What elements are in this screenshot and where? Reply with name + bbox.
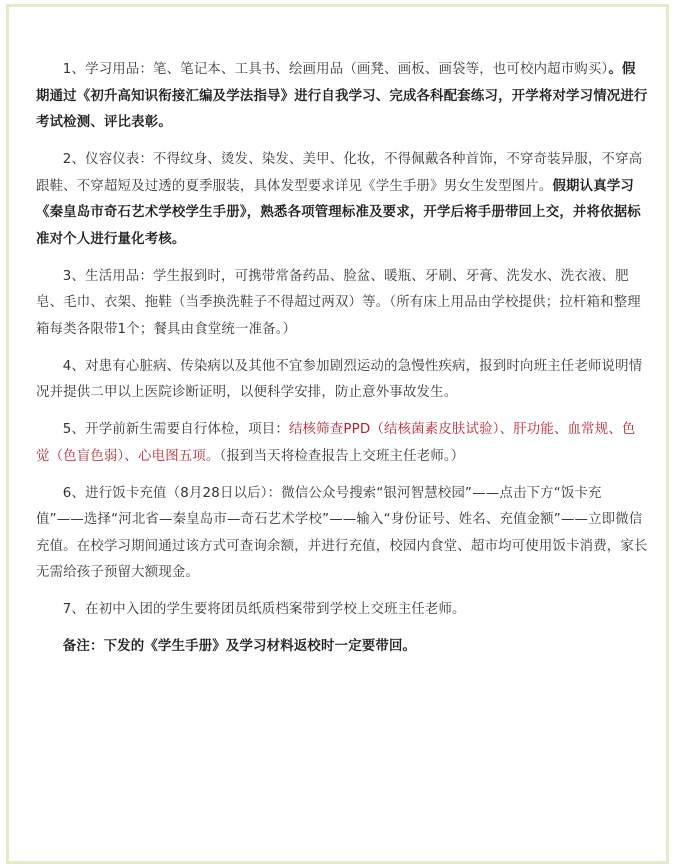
item-meal-card — [36, 481, 648, 587]
item-text: 6、进行饭卡充值（8月28日以后）：微信公众号搜索“银河智慧校园”——点击下方“饭卡充值”——选择“河北省—秦皇岛市—奇石艺术学校”——输入“身份证号、姓名、充值金额”——立即微信充值。在校学习期间通过该方式可查询余额，并进行充值，校园内食堂、超市均可使用饭卡消费，家长无需给孩子预留大额现金。 — [36, 485, 648, 580]
item-text: 3、生活用品：学生报到时，可携带常备药品、脸盆、暖瓶、牙刷、牙膏、洗发水、洗衣液、肥皂、毛巾、衣架、拖鞋（当季换洗鞋子不得超过两双）等。（所有床上用品由学校提供；拉杆箱和整理箱每类各限带1个；餐具由食堂统一准备。） — [36, 268, 641, 337]
item-league-files — [36, 597, 648, 624]
item-text: 4、对患有心脏病、传染病以及其他不宜参加剧烈运动的急慢性疾病，报到时向班主任老师说明情况并提供二甲以上医院诊断证明，以便科学安排，防止意外事故发生。 — [36, 358, 643, 400]
item-bold-text: 假期认真学习《秦皇岛市奇石艺术学校学生手册》，熟悉各项管理标准及要求，开学后将手册带回上交，并将依据标准对个人进行量化考核。 — [36, 178, 641, 247]
item-text: 7、在初中入团的学生要将团员纸质档案带到学校上交班主任老师。 — [62, 602, 466, 617]
item-medical-exam — [36, 417, 648, 470]
item-red-text: 结核筛查PPD（结核菌素皮肤试验）、肝功能、血常规、色觉（色盲色弱）、心电图五项。 — [36, 422, 636, 464]
item-text: 2、仪容仪表：不得纹身、烫发、染发、美甲、化妆，不得佩戴各种首饰，不穿奇装异服，不穿高跟鞋、不穿超短及过透的夏季服装，具体发型要求详见《学生手册》男女生发型图片。 — [36, 152, 643, 194]
item-health-condition — [36, 354, 648, 407]
notice-content — [36, 57, 648, 671]
item-study-supplies — [36, 57, 648, 137]
item-text: 1、学习用品：笔、笔记本、工具书、绘画用品（画凳、画板、画袋等，也可校内超市购买） — [62, 62, 609, 77]
item-bold-text: 。假期通过《初升高知识衔接汇编及学法指导》进行自我学习、完成各科配套练习，开学将对学习情况进行考试检测、评比表彰。 — [36, 62, 648, 130]
item-tail-text: （报到当天将检查报告上交班主任老师。） — [219, 448, 465, 464]
item-appearance — [36, 147, 648, 253]
item-daily-supplies — [36, 264, 648, 344]
item-text: 5、开学前新生需要自行体检，项目： — [62, 422, 289, 437]
note: 备注：下发的《学生手册》及学习材料返校时一定要带回。 — [62, 639, 417, 654]
